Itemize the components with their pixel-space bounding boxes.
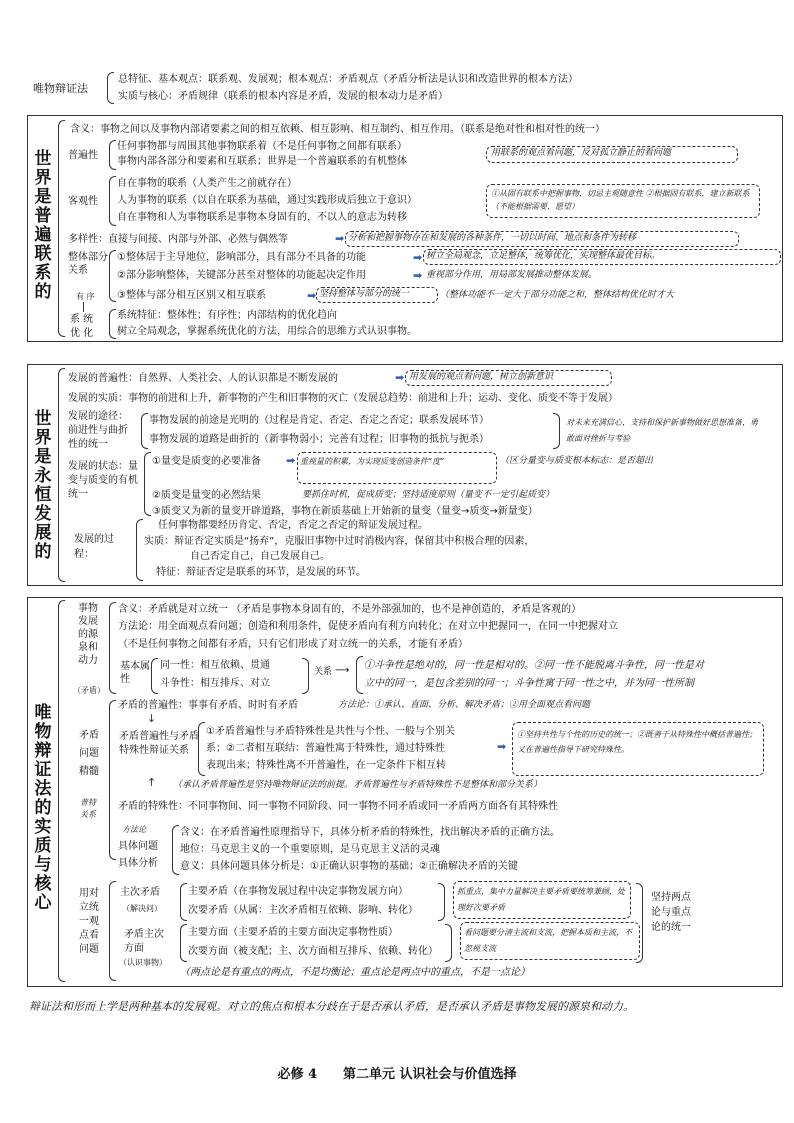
s1-zt-brace	[109, 250, 116, 302]
s1-zt-1: ①整体居于主导地位，影响部分，具有部分不具备的功能	[117, 252, 366, 263]
arrow-icon: ➡	[395, 371, 405, 384]
s1-xt-1: 系统特征：整体性；有序性；内部结构的优化趋向	[117, 310, 337, 321]
s3-tsb-note: （承认矛盾普遍性是坚持唯物辩证法的前提。矛盾普遍性与矛盾特殊性不是整体和部分关系）	[173, 780, 543, 790]
s1-pu-1: 任何事物都与周围其他事物联系着（不是任何事物之间都有联系）	[117, 141, 407, 152]
s1-zt-3: ③整体与部分相互区别又相互联系	[117, 290, 266, 301]
s1-xt-brace	[109, 309, 116, 339]
section3-title: 唯物辩证法的实质与核心	[34, 703, 52, 913]
s3-sx-note2: 立中的同一，是包含差别的同一；斗争性寓于同一性之中，并为同一性所制	[364, 678, 694, 689]
s1-zt-1-tip: 树立全局观念，立足整体，统筹优化，实现整体最优目标。	[426, 251, 661, 261]
s3-yl-brace	[109, 602, 116, 694]
s3-dz: 斗争性：相互排斥、对立	[160, 678, 270, 689]
s2-gc-3: 自己否定自己，自己发展自己。	[190, 551, 330, 562]
arrow-icon: ➡	[497, 740, 507, 753]
s1-youxu: 有 序	[76, 292, 95, 301]
s1-pu-label: 普遍性	[68, 150, 98, 161]
s3-tsb-1: ①矛盾普遍性与矛盾特殊性是共性与个性、一般与个别关	[206, 726, 455, 737]
s2-gc-1: 任何事物都要经历肯定、否定，否定之否定的辩证发展过程。	[158, 520, 428, 531]
s3-zc-label: 主次矛盾	[120, 887, 160, 898]
s2-sz: 发展的实质：事物的前进和上升，新事物的产生和旧事物的灭亡（发展总趋势：前进和上升；运动、变化、质变不等于发展）	[68, 393, 618, 404]
s3-guanxi-arrow-icon: ⟶	[335, 665, 350, 676]
s1-ke-label: 客观性	[68, 196, 98, 207]
header-line1: 总特征、基本观点：联系观、发展观；根本观点：矛盾观点（矛盾分析法是认识和改造世界的根本方法）	[118, 74, 578, 85]
s3-guanxi: 关系	[314, 667, 333, 677]
s3-fm-label: 矛盾主次方面	[124, 929, 164, 954]
s3-tsb-tip: ①坚持共性与个性的历史的统一；②既善于从特殊性中概括普遍性；又在普遍性指导下研究特殊性。	[517, 730, 757, 754]
s1-ke-brace	[109, 176, 116, 226]
s3-fm-sub: （认识事物）	[119, 958, 167, 967]
section2-title: 世界是永恒发展的	[34, 409, 52, 562]
s3-pb-method: 方法论：①承认、直面、分析、解决矛盾；②用全面观点看问题	[338, 700, 591, 710]
s1-zt-3-tip: 坚持整体与部分的统一	[319, 289, 410, 299]
s3-jt-label2: 具体分析	[118, 858, 158, 869]
s1-pu-2: 事物内部各部分和要素和互联系；世界是一个普遍联系的有机整体	[117, 156, 407, 167]
s2-zt-1-tip: 重视量的积累，为实现质变创造条件“度”	[300, 457, 445, 466]
s1-ke-3: 自在事物和人为事物联系是事物本身固有的，不以人的意志为转移	[117, 212, 407, 223]
s3-sx-brace	[151, 658, 158, 694]
s3-pb: 矛盾的普遍性：事事有矛盾、时时有矛盾	[118, 700, 298, 711]
arrow-icon: ➡	[307, 289, 317, 302]
header-title: 唯物辩证法	[33, 82, 88, 95]
s1-ke-1: 自在事物的联系（人类产生之前就存在）	[117, 178, 297, 189]
s2-zt-3: ③质变又为新的量变开辟道路，事物在新质基础上开始新的量变（量变→质变→新量变）	[152, 506, 538, 517]
s3-jt-label1: 具体问题	[118, 841, 158, 852]
arrow-icon: ➡	[413, 251, 423, 264]
s3-tsb-label: 矛盾普遍性与矛盾特殊性辩证关系	[119, 731, 199, 756]
s3-ld-label: 用对立统一观点看问题	[79, 888, 99, 955]
arrow-icon: ➡	[335, 232, 345, 245]
s3-ffl: 方法论	[122, 825, 146, 834]
s3-lian-note: （两点论是有重点的两点，不是均衡论；重点论是两点中的重点，不是一点论）	[180, 967, 530, 978]
s3-ty: 同一性：相互依赖、贯通	[160, 660, 270, 671]
s3-zc-sub: （解决问）	[122, 904, 162, 913]
s3-zc-2: 次要矛盾（从属：主次矛盾相互依赖、影响、转化）	[188, 905, 418, 916]
s3-jt-2: 地位：马克思主义的一个重要原则，是马克思主义活的灵魂	[180, 844, 440, 855]
arrow-down-icon: ↓	[147, 712, 157, 725]
s1-ke-tip: ①从固有联系中把握事物，切忌主观随意性 ②根据固有联系，建立新联系（不能根据需要、愿望）	[491, 189, 750, 211]
section3-brace	[58, 600, 65, 982]
section1-title: 世界是普遍联系的	[34, 149, 52, 302]
s2-pu-tip: 用发展的观点看问题，树立创新意识	[409, 372, 554, 382]
s3-jt-3: 意义：具体问题具体分析是：①正确认识事物的基础；②正确解决矛盾的关键	[180, 861, 518, 872]
arrow-icon: ➡	[413, 269, 423, 282]
s3-jt-1: 含义：在矛盾普遍性原理指导下，具体分析矛盾的特殊性，找出解决矛盾的正确方法。	[180, 827, 560, 838]
header-line2: 实质与核心：矛盾规律（联系的根本内容是矛盾，发展的根本动力是矛盾）	[118, 91, 448, 102]
s1-ke-2: 人为事物的联系（以自在联系为基础，通过实践形成后独立于意识）	[117, 195, 417, 206]
s2-tj-tip: 对未来充满信心，支持和保护新事物做好思想准备，勇敢面对挫折与考验	[566, 418, 758, 443]
s3-yl-1: 含义：矛盾就是对立统一 （矛盾是事物本身固有的，不是外部强加的，也不是神创造的，矛盾是客观的）	[118, 604, 582, 615]
s3-sx-note1: ①斗争性是绝对的，同一性是相对的。②同一性不能脱离斗争性，同一性是对	[364, 660, 704, 671]
s2-tj-label: 发展的途径：前进性与曲折性的统一	[68, 411, 128, 450]
s1-xt-label: 系 统 优 化	[70, 314, 94, 339]
s2-gc-label: 发展的过程：	[74, 534, 114, 560]
s3-jc-brace	[109, 700, 116, 860]
s3-sx-label: 基本属性	[120, 661, 150, 685]
s1-zt-2: ②部分影响整体，关键部分甚至对整体的功能起决定作用	[117, 270, 366, 281]
s3-tsb-2: 系；②二者相互联结：普遍性寓于特殊性，通过特殊性	[206, 743, 445, 754]
s2-zt-label: 发展的状态：量变与质变的有机统一	[68, 461, 138, 500]
arrow-up-icon: ↑	[147, 776, 157, 789]
s2-gc-4: 特征：辩证否定是联系的环节，是发展的环节。	[156, 567, 366, 578]
s2-zt-2: ②质变是量变的必然结果	[152, 490, 261, 501]
s3-ts: 矛盾的特殊性：不同事物间、同一事物不同阶段、同一事物不同矛盾或同一矛盾两方面各有其特殊性	[118, 801, 558, 812]
s1-pu-tip: 用联系的观点看问题，反对孤立静止的看问题	[491, 148, 672, 158]
s1-xt-2: 树立全局观念，掌握系统优化的方法，用综合的思维方式认识事物。	[117, 326, 417, 337]
s3-fm-2: 次要方面（被支配；主、次方面相互排斥、依赖、转化）	[188, 946, 438, 957]
arrow-icon: ➡	[286, 454, 296, 467]
s1-zt-3-note: （整体功能不一定大于部分功能之和，整体结构优化时才大	[440, 290, 675, 300]
footer-text: 辩证法和形而上学是两种基本的发展观。对立的焦点和根本分歧在于是否承认矛盾，是否承认矛盾是事物发展的源泉和动力。	[29, 1000, 634, 1013]
s3-yl-2: 方法论：用全面观点看问题；创造和利用条件，促使矛盾向有利方向转化；在对立中把握同一，在同一中把握对立	[118, 621, 618, 632]
header-brace	[107, 72, 114, 104]
section2-brace	[58, 368, 65, 582]
s3-ld-brace	[109, 881, 116, 981]
s3-yl-label: 事物发展的源泉和动力	[78, 603, 98, 666]
s2-tj-brace	[141, 413, 148, 449]
section1-brace	[58, 120, 65, 337]
s3-zc-1: 主要矛盾（在事物发展过程中决定事物发展方向）	[188, 886, 408, 897]
s2-zt-brace	[144, 452, 151, 516]
s3-yl-sub: （矛盾）	[73, 686, 105, 695]
s1-zt-label: 整体部分关系	[68, 252, 108, 276]
s3-zc-tip: 抓重点，集中力量解决主要矛盾要统筹兼顾，处理好次要矛盾	[457, 887, 625, 912]
s1-duo: 多样性：直接与间接、内部与外部、必然与偶然等	[68, 234, 288, 245]
s2-pu: 发展的普遍性：自然界、人类社会、人的认识都是不断发展的	[68, 373, 338, 384]
s2-zt-1: ①量变是质变的必要准备	[152, 456, 261, 467]
s3-tsb-3: 表现出来；特殊性离不开普遍性，在一定条件下相互转	[206, 760, 446, 771]
s2-tj-2: 事物发展的道路是曲折的（新事物弱小；完善有过程；旧事物的抵抗与扼杀）	[149, 434, 489, 445]
s1-duo-tip: 分析和把握事物存在和发展的各种条件，一切以时间、地点和条件为转移	[348, 233, 637, 243]
footer-title: 必修 4 第二单元 认识社会与价值选择	[277, 1067, 517, 1082]
s3-jc-sub: 普特关系	[80, 798, 96, 819]
s3-jc-label: 矛盾问题精髓	[79, 730, 99, 777]
s2-tj-1: 事物发展的前途是光明的（过程是肯定、否定、否定之否定；联系发展环节）	[149, 415, 489, 426]
s2-zt-2-note: 要抓住时机，促成质变；坚持适度原则（量变不一定引起质变）	[302, 490, 555, 500]
s2-gc-2: 实质：辩证否定实质是“扬弃”，克服旧事物中过时消极内容，保留其中积极合理的因素，	[144, 536, 535, 547]
s3-fm-tip: 看问题要分清主流和支流，把握本质和主流，不忽视支流	[464, 928, 632, 953]
s2-gc-brace	[136, 519, 143, 581]
s2-zt-1-note: （区分量变与质变根本标志：是否超出	[500, 456, 654, 466]
s3-yl-3: （不是任何事物之间都有矛盾，只有它们形成了对立统一的关系，才能有矛盾）	[118, 639, 468, 650]
s3-fm-1: 主要方面（主要矛盾的主要方面决定事物性质）	[188, 927, 398, 938]
s3-lian: 坚持两点论与重点论的统一	[651, 892, 691, 933]
s1-zt-2-tip: 重视部分作用，用局部发展推动整体发展。	[426, 270, 598, 280]
s1-pu-brace	[109, 140, 116, 170]
s1-definition: 含义：事物之间以及事物内部诸要素之间的相互依赖、相互影响、相互制约、相互作用。（联系是绝对性和相对性的统一）	[70, 124, 605, 135]
